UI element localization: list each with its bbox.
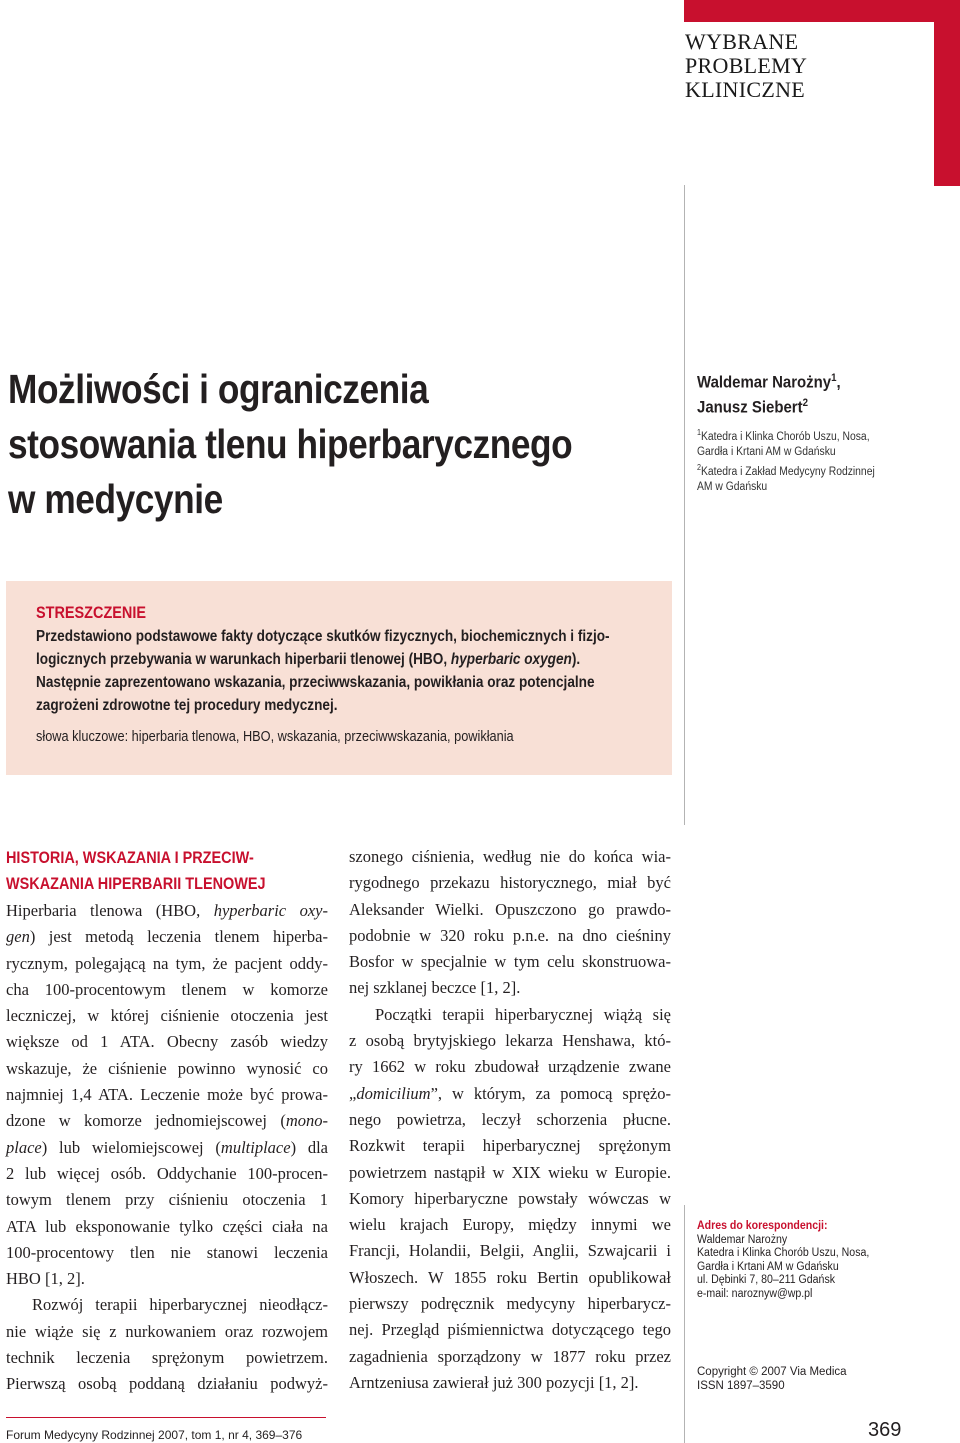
- section-heading-line: HISTORIA, WSKAZANIA I PRZECIW-: [6, 848, 254, 867]
- affiliation-text: Gardła i Krtani AM w Gdańsku: [697, 446, 836, 459]
- correspondence-line: Gardła i Krtani AM w Gdańsku: [697, 1260, 839, 1273]
- body-line: podobnie w 320 roku p.n.e. na dno cieśniny: [349, 925, 671, 945]
- body-line: rycznym, polegającą na tym, że pacjent oddy-: [6, 953, 328, 973]
- body-line: zagadnienia sporządzony w 1877 roku przez: [349, 1346, 671, 1366]
- text-fragment: dzone w komorze jednomiejscowej (: [6, 1111, 286, 1131]
- body-line: cha 100-procentowym tlenem w komorze: [6, 979, 328, 999]
- text-emphasis: place: [6, 1137, 42, 1157]
- body-line: Francji, Holandii, Belgii, Anglii, Szwajcarii i: [349, 1241, 671, 1261]
- correspondence-block: [697, 1220, 936, 1301]
- body-line: wielu krajach Europy, między innymi we: [349, 1215, 671, 1235]
- affiliation-marker: 2: [802, 396, 808, 409]
- body-line: Komory hiperbaryczne powstały wówczas w: [349, 1188, 671, 1208]
- body-line: nej szklanej beczce [1, 2].: [349, 978, 521, 998]
- column-divider: [684, 185, 685, 825]
- body-line: Bosfor w specjalnie w tym celu skonstruowa-: [349, 952, 671, 972]
- title-line: stosowania tlenu hiperbarycznego: [8, 421, 573, 467]
- body-line: nej. Przegląd piśmiennictwa dotyczącego tego: [349, 1320, 671, 1340]
- abstract-line: [36, 648, 648, 671]
- body-line: Rozkwit terapii hiperbarycznej sprężonym: [349, 1136, 671, 1156]
- abstract-fragment: logicznych przebywania w warunkach hiperbarii tlenowej (HBO,: [36, 651, 451, 668]
- body-column-2: [349, 844, 671, 1396]
- abstract-line: Przedstawiono podstawowe fakty dotyczące skutków fizycznych, biochemicznych i fizjo-: [36, 628, 610, 645]
- body-line: nego powietrza, leczył schorzenia płucne.: [349, 1109, 671, 1129]
- correspondence-line: Katedra i Klinka Chorób Uszu, Nosa,: [697, 1247, 870, 1259]
- abstract-line: zagrożeni zdrowotne tej procedury medycznej.: [36, 697, 338, 714]
- section-label-line: WYBRANE: [685, 29, 799, 54]
- author-names: [697, 368, 917, 417]
- article-title: [8, 362, 576, 527]
- issn-line: ISSN 1897–3590: [697, 1379, 785, 1392]
- section-heading: [6, 845, 346, 897]
- abstract-text: [36, 625, 648, 717]
- abstract-heading: STRESZCZENIE: [36, 603, 146, 622]
- correspondence-line: Waldemar Narożny: [697, 1233, 788, 1246]
- body-line: [6, 1108, 328, 1134]
- body-line: rygodnego przekazu historycznego, miał być: [349, 873, 671, 893]
- affiliations: [697, 425, 940, 495]
- body-line: Aleksander Wielki. Opuszczono go prawdo-: [349, 899, 671, 919]
- body-line: Początki terapii hiperbarycznej wiążą się: [375, 1004, 671, 1024]
- author-block: [697, 368, 947, 495]
- body-line: z osobą brytyjskiego lekarza Henshawa, któ-: [349, 1031, 671, 1051]
- body-line: wskazuje, że ciśnienie powinno wynosić co: [6, 1058, 328, 1078]
- text-fragment: ) lub wielomiejscowej (: [41, 1137, 221, 1157]
- body-line: najmniej 1,4 ATA. Leczenie może być prowa-: [6, 1085, 328, 1105]
- author-separator: ,: [836, 372, 841, 392]
- body-line: [6, 924, 328, 950]
- body-line: HBO [1, 2].: [6, 1269, 85, 1289]
- correspondence-email[interactable]: e-mail: naroznyw@wp.pl: [697, 1287, 813, 1300]
- text-emphasis: hyperbaric oxy-: [213, 901, 328, 920]
- body-line: leczniczej, w której ciśnienie otoczenia jest: [6, 1006, 328, 1026]
- author-name: Waldemar Narożny: [697, 372, 832, 392]
- text-emphasis: multiplace: [220, 1137, 291, 1157]
- body-line: szonego ciśnienia, według nie do końca wia-: [349, 847, 671, 866]
- affiliation-marker: 2: [697, 463, 702, 473]
- section-label: [685, 30, 925, 102]
- abstract-fragment: ).: [571, 651, 581, 668]
- body-line: Arntzeniusa zawierał już 300 pozycji [1, 2].: [349, 1372, 639, 1392]
- section-side-strip: [934, 22, 960, 186]
- body-line: [6, 1135, 328, 1161]
- affiliation-text: Katedra i Klinka Chorób Uszu, Nosa,: [701, 431, 870, 444]
- body-line: [349, 1081, 671, 1107]
- body-line: 2 lub więcej osób. Oddychanie 100-procen-: [6, 1163, 328, 1183]
- body-line: powietrzem nastąpił w XIX wieku w Europie.: [349, 1162, 671, 1182]
- section-heading-line: WSKAZANIA HIPERBARII TLENOWEJ: [6, 874, 266, 893]
- correspondence-line: ul. Dębinki 7, 80–211 Gdańsk: [697, 1274, 836, 1286]
- footer-rule: [6, 1417, 326, 1418]
- body-line: Rozwój terapii hiperbarycznej nieodłącz-: [32, 1295, 328, 1315]
- copyright-block: [697, 1366, 847, 1393]
- body-column-1: [6, 898, 328, 1398]
- body-line: większe od 1 ATA. Obecny zasób wiedzy: [6, 1032, 328, 1052]
- body-line: Pierwszą osobą poddaną działaniu podwyż-: [6, 1374, 328, 1394]
- abstract-box: [6, 581, 672, 775]
- body-line: 100-procentowy tlen nie stanowi leczenia: [6, 1242, 328, 1262]
- body-line: ry 1662 w roku zbudował urządzenie zwane: [349, 1057, 671, 1077]
- text-emphasis: gen: [6, 927, 30, 947]
- body-line: technik leczenia sprężonym powietrzem.: [6, 1348, 328, 1368]
- abstract-emphasis: hyperbaric oxygen: [450, 651, 572, 668]
- body-line: [6, 898, 328, 924]
- affiliation-text: Katedra i Zakład Medycyny Rodzinnej: [701, 465, 875, 478]
- affiliation-text: AM w Gdańsku: [697, 480, 768, 493]
- section-label-line: PROBLEMY: [685, 53, 808, 78]
- text-fragment: ”, w którym, za pomocą sprężo-: [430, 1083, 671, 1103]
- text-emphasis: mono-: [285, 1111, 328, 1131]
- author-name: Janusz Siebert: [697, 397, 803, 417]
- text-emphasis: domicilium: [356, 1083, 431, 1103]
- text-fragment: Hiperbaria tlenowa (HBO,: [6, 901, 214, 920]
- abstract-line: Następnie zaprezentowano wskazania, przeciwwskazania, powikłania oraz potencjalne: [36, 674, 595, 691]
- body-line: nie wiąże się z nurkowaniem oraz rozwojem: [6, 1321, 328, 1341]
- title-line: w medycynie: [8, 476, 223, 522]
- section-label-line: KLINICZNE: [685, 77, 806, 102]
- column-divider: [684, 1205, 685, 1443]
- copyright-line: Copyright © 2007 Via Medica: [697, 1366, 847, 1378]
- body-line: ATA lub eksponowanie tylko części ciała na: [6, 1216, 328, 1236]
- affiliation-marker: 1: [697, 428, 702, 438]
- body-line: pierwszy podręcznik medycyny hiperbarycz-: [349, 1294, 671, 1314]
- affiliation-marker: 1: [831, 372, 837, 384]
- footer-citation: Forum Medycyny Rodzinnej 2007, tom 1, nr 4, 369–376: [6, 1428, 303, 1442]
- title-line: Możliwości i ograniczenia: [8, 366, 429, 412]
- body-line: Włoszech. W 1855 roku Bertin opublikował: [349, 1267, 671, 1287]
- text-fragment: ) dla: [290, 1137, 328, 1157]
- keywords: słowa kluczowe: hiperbaria tlenowa, HBO, wskazania, przeciwwskazania, powikłania: [36, 728, 514, 745]
- correspondence-label: Adres do korespondencji:: [697, 1220, 828, 1232]
- page-number: 369: [868, 1419, 902, 1441]
- text-fragment: „: [349, 1083, 357, 1103]
- text-fragment: ) jest metodą leczenia tlenem hiperba-: [29, 927, 328, 947]
- body-line: towym tlenem przy ciśnieniu otoczenia 1: [6, 1190, 328, 1210]
- section-tab-bar: [684, 0, 960, 22]
